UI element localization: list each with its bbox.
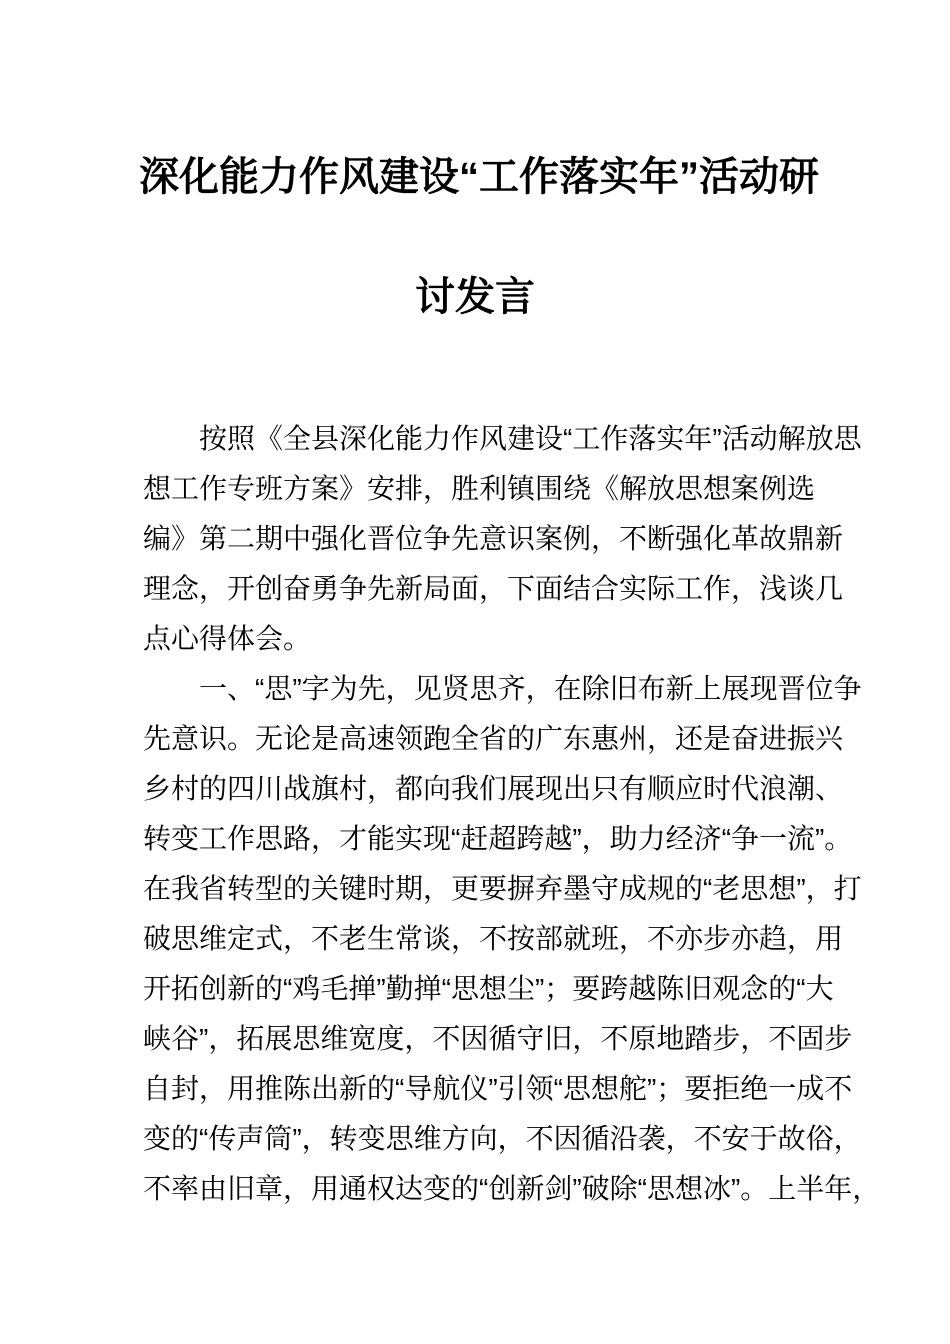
text-line: 想工作专班方案》安排，胜利镇围绕《解放思想案例选 — [143, 473, 816, 504]
text-line: 理念，开创奋勇争先新局面，下面结合实际工作，浅谈几 — [143, 573, 844, 604]
text-line: 编》第二期中强化晋位争先意识案例，不断强化革故鼎新 — [143, 523, 844, 554]
document-body — [143, 414, 881, 1214]
title-line: 讨发言 — [415, 275, 535, 319]
text-line: 一、“思”字为先，见贤思齐，在除旧布新上展现晋位争 — [199, 673, 862, 704]
text-line: 峡谷”，拓展思维宽度，不因循守旧，不原地踏步，不固步 — [143, 1023, 853, 1054]
text-line: 先意识。无论是高速领跑全省的广东惠州，还是奋进振兴 — [143, 723, 844, 754]
text-line: 在我省转型的关键时期，更要摒弃墨守成规的“老思想”，打 — [143, 873, 862, 904]
text-line: 乡村的四川战旗村，都向我们展现出只有顺应时代浪潮、 — [143, 773, 844, 804]
text-line: 点心得体会。 — [143, 623, 312, 654]
text-line: 变的“传声筒”，转变思维方向，不因循沿袭，不安于故俗， — [143, 1123, 862, 1154]
document-title — [139, 117, 819, 357]
text-line: 破思维定式，不老生常谈，不按部就班，不亦步亦趋，用 — [143, 923, 844, 954]
text-line: 按照《全县深化能力作风建设“工作落实年”活动解放思 — [199, 423, 862, 454]
text-line: 不率由旧章，用通权达变的“创新剑”破除“思想冰”。上半年， — [143, 1173, 881, 1204]
text-line: 自封，用推陈出新的“导航仪”引领“思想舵”；要拒绝一成不 — [143, 1073, 853, 1104]
text-line: 转变工作思路，才能实现“赶超跨越”，助力经济“争一流”。 — [143, 823, 853, 854]
text-line: 开拓创新的“鸡毛掸”勤掸“思想尘”；要跨越陈旧观念的“大 — [143, 973, 834, 1004]
title-line: 深化能力作风建设“工作落实年”活动研 — [139, 155, 819, 199]
